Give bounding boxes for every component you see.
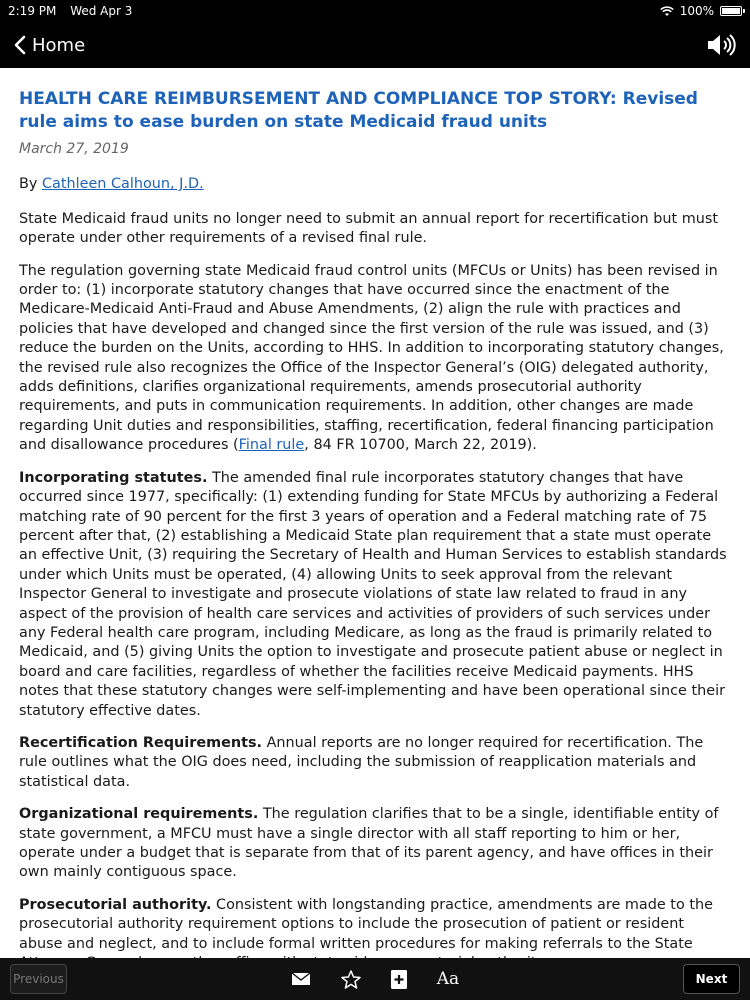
section-title: Prosecutorial authority. [19, 896, 212, 913]
paragraph-regulation-text: The regulation governing state Medicaid fraud control units (MFCUs or Units) has been revised in order to: (1) incorporate statutory changes that have occurred since the enactment of the Medicare-Medicaid Anti-Fraud and Abuse Amendments, (2) align the rule with practices and policies that have developed and changed since the first version of the rule was issued, and (3) reduce the burden on the Units, according to HHS. In addition to incorporating statutory changes, the revised rule also recognizes the Office of the Inspector General’s (OIG) delegated authority, adds definitions, clarifies organizational requirements, amends prosecutorial authority requirements, and puts in communication requirements. In addition, other changes are made regarding Unit duties and responsibilities, staffing, recertification, federal financing participation and disallowance procedures ( [19, 262, 724, 454]
home-back-button[interactable] [14, 35, 85, 56]
article-viewer[interactable] [0, 68, 750, 958]
section-incorporating-statutes [19, 469, 731, 721]
section-text: Annual reports are no longer required for recertification. The rule outlines what the OIG does need, including the submission of reapplication materials and statistical data. [19, 734, 704, 790]
section-recertification [19, 734, 731, 792]
status-left [8, 4, 142, 18]
section-title: Incorporating statutes. [19, 469, 208, 486]
back-label: Home [32, 34, 86, 56]
section-title: Recertification Requirements. [19, 734, 262, 751]
section-title: Organizational requirements. [19, 806, 259, 823]
article-headline: HEALTH CARE REIMBURSEMENT AND COMPLIANCE TOP STORY: Revised rule aims to ease burden on state Medicaid fraud units [19, 89, 698, 132]
star-icon[interactable] [341, 970, 361, 989]
section-text: The amended final rule incorporates statutory changes that have occurred since 1977, specifically: (1) extending funding for State MFCUs by authorizing a Federal matching rate of 90 percent for the first 3 years of operation and a Federal matching rate of 75 percent after that, (2) establishing a Medicaid State plan requirement that a state must operate an effective Unit, (3) requiring the Secretary of Health and Human Services to establish standards under which Units must be operated, (4) allowing Units to seek approval from the relevant Inspector General to investigate and prosecute violations of state law related to fraud in any aspect of the provision of health care services and activities of providers of such services under any Federal health care program, including Medicare, as long as the fraud is primarily related to Medicaid, and (5) giving Units the option to investigate and prosecute patient abuse or neglect in board and care facilities, regardless of whether the facilities receive Medicaid payments. HHS notes that these statutory changes were self-implementing and have been operational since their statutory effective dates. [19, 469, 727, 719]
nav-bar [0, 22, 750, 68]
add-icon[interactable] [391, 970, 407, 989]
article-date: March 27, 2019 [19, 141, 129, 157]
font-size-icon[interactable]: Aa [436, 969, 460, 989]
section-text: Consistent with longstanding practice, amendments are made to the prosecutorial authority requirement options to include the prosecution of patient or resident abuse and neglect, and to include formal written procedures for making referrals to the State [19, 896, 713, 952]
paragraph-summary: State Medicaid fraud units no longer need to submit an annual report for recertification but must operate under other requirements of a revised final rule. [19, 210, 718, 247]
paragraph-regulation [19, 262, 731, 456]
status-bar [0, 0, 750, 22]
byline [19, 175, 731, 194]
byline-prefix: By [19, 176, 42, 193]
speaker-icon[interactable] [706, 33, 736, 57]
tool-group [291, 969, 459, 989]
status-date: Wed Apr 3 [70, 4, 133, 18]
status-right [660, 4, 742, 18]
battery-fill [722, 8, 740, 14]
next-button[interactable]: Next [683, 964, 740, 994]
battery-icon [720, 6, 742, 16]
section-organizational [19, 805, 731, 883]
article-body [0, 68, 750, 973]
section-text: The regulation clarifies that to be a single, identifiable entity of state government, a MFCU must have a single director with all staff reporting to him or her, operate under a budget that is separate from that of its parent agency, and have offices in their own mainly contiguous space. [19, 806, 719, 881]
back-chevron-icon [14, 35, 26, 55]
previous-button[interactable]: Previous [10, 964, 67, 994]
author-link[interactable]: Cathleen Calhoun, J.D. [41, 176, 204, 193]
wifi-icon [660, 6, 674, 17]
bottom-toolbar [0, 958, 750, 1000]
final-rule-link[interactable]: Final rule [238, 437, 305, 454]
battery-percent: 100% [679, 4, 714, 18]
status-time: 2:19 PM [8, 4, 57, 18]
paragraph-regulation-tail: , 84 FR 10700, March 22, 2019). [304, 437, 537, 454]
mail-icon[interactable] [291, 972, 311, 986]
